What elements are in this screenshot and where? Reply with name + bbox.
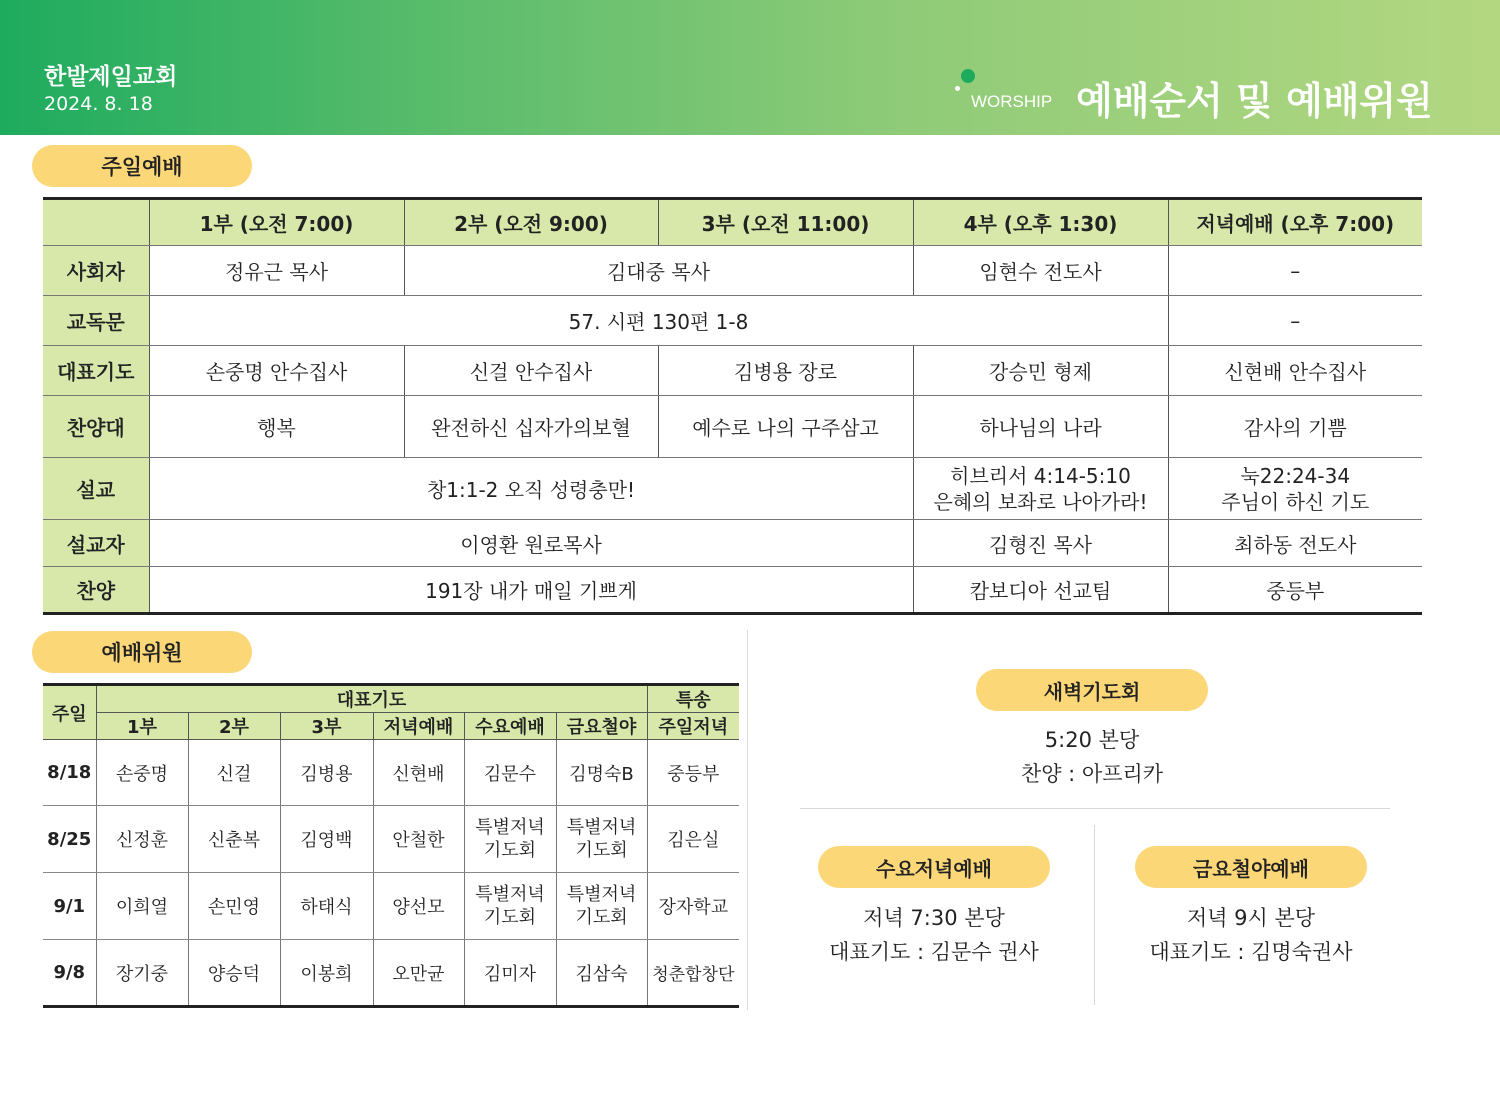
row-header: 설교자: [43, 520, 149, 567]
table-cell: 최하동 전도사: [1168, 520, 1422, 567]
table-cell: [913, 458, 1168, 520]
week-date: 9/1: [43, 873, 96, 940]
column-subheader: 수요예배: [464, 713, 556, 740]
wednesday-time: 저녁 7:30 본당: [863, 906, 1005, 930]
table-cell: 신현배 안수집사: [1168, 346, 1422, 396]
table-cell: 김영백: [280, 806, 373, 873]
table-corner: [43, 199, 149, 246]
friday-service-info: [1091, 901, 1411, 969]
table-cell: 완전하신 십자가의보혈: [404, 396, 658, 458]
table-cell: 중등부: [647, 740, 739, 806]
page-title: 예배순서 및 예배위원: [1076, 79, 1433, 123]
table-cell: 이희열: [96, 873, 188, 940]
table-row: [43, 873, 739, 940]
sermon-text: 눅22:24-34: [1240, 463, 1351, 488]
table-cell: 임현수 전도사: [913, 246, 1168, 296]
table-cell: 특별저녁 기도회: [464, 873, 556, 940]
column-header: 저녁예배 (오후 7:00): [1168, 199, 1422, 246]
table-cell: 양선모: [373, 873, 464, 940]
header-banner: [0, 0, 1500, 135]
sunday-worship-table: [43, 197, 1422, 615]
table-cell: 신걸: [188, 740, 280, 806]
worship-label-en: WORSHIP: [971, 92, 1053, 111]
table-cell: 예수로 나의 구주삼고: [658, 396, 913, 458]
bulletin-date: 2024. 8. 18: [44, 93, 153, 115]
table-cell: 감사의 기쁨: [1168, 396, 1422, 458]
table-cell: 손중명 안수집사: [149, 346, 404, 396]
table-cell: 이영환 원로목사: [149, 520, 913, 567]
table-cell: 양승덕: [188, 940, 280, 1007]
table-cell: [1168, 458, 1422, 520]
wednesday-service-title: 수요저녁예배: [818, 846, 1050, 888]
column-header: 4부 (오후 1:30): [913, 199, 1168, 246]
table-cell: 191장 내가 매일 기쁘게: [149, 567, 913, 614]
table-cell: 장자학교: [647, 873, 739, 940]
column-subheader: 2부: [188, 713, 280, 740]
column-subheader: 3부: [280, 713, 373, 740]
wednesday-prayer: 대표기도 : 김문수 권사: [829, 940, 1039, 964]
table-cell: 신춘복: [188, 806, 280, 873]
row-header: 찬양대: [43, 396, 149, 458]
table-cell: 하태식: [280, 873, 373, 940]
section-title-sunday: 주일예배: [32, 145, 252, 187]
table-cell: 특별저녁 기도회: [464, 806, 556, 873]
friday-prayer: 대표기도 : 김명숙권사: [1149, 940, 1353, 964]
column-header-prayer: 대표기도: [96, 685, 647, 713]
dawn-time: 5:20 본당: [1044, 728, 1140, 752]
column-subheader: 1부: [96, 713, 188, 740]
dawn-hymn: 찬양 : 아프리카: [1020, 762, 1164, 786]
table-row: [43, 806, 739, 873]
dawn-prayer-title: 새벽기도회: [976, 669, 1208, 711]
column-subheader: 저녁예배: [373, 713, 464, 740]
table-cell: 이봉희: [280, 940, 373, 1007]
row-header: 설교: [43, 458, 149, 520]
table-cell: 안철한: [373, 806, 464, 873]
column-header: 3부 (오전 11:00): [658, 199, 913, 246]
row-header: 사회자: [43, 246, 149, 296]
table-cell: 오만균: [373, 940, 464, 1007]
row-header: 찬양: [43, 567, 149, 614]
table-cell: 신정훈: [96, 806, 188, 873]
table-cell: 김미자: [464, 940, 556, 1007]
row-header: 교독문: [43, 296, 149, 346]
table-row: [43, 740, 739, 806]
column-header-week: 주일: [43, 685, 96, 740]
white-dot-icon: [955, 86, 960, 91]
table-cell: 신걸 안수집사: [404, 346, 658, 396]
column-header: 1부 (오전 7:00): [149, 199, 404, 246]
table-cell: 강승민 형제: [913, 346, 1168, 396]
column-header: 2부 (오전 9:00): [404, 199, 658, 246]
table-cell: –: [1168, 246, 1422, 296]
table-cell: 손중명: [96, 740, 188, 806]
table-cell: 창1:1-2 오직 성령충만!: [149, 458, 913, 520]
week-date: 8/18: [43, 740, 96, 806]
column-subheader: 주일저녁: [647, 713, 739, 740]
week-date: 9/8: [53, 962, 86, 983]
sermon-text: 히브리서 4:14-5:10: [950, 463, 1131, 488]
church-name: 한밭제일교회: [44, 64, 178, 90]
table-cell: –: [1168, 296, 1422, 346]
table-cell: 중등부: [1168, 567, 1422, 614]
worship-members-table: [43, 683, 739, 1008]
divider: [800, 808, 1390, 809]
table-cell: 김은실: [647, 806, 739, 873]
table-row: [43, 940, 739, 1007]
friday-service-title: 금요철야예배: [1135, 846, 1367, 888]
table-cell: 신현배: [373, 740, 464, 806]
green-dot-icon: [961, 69, 975, 83]
table-cell: 특별저녁 기도회: [556, 873, 647, 940]
wednesday-service-info: [774, 901, 1094, 969]
table-cell: 김명숙B: [556, 740, 647, 806]
sermon-title: 은혜의 보좌로 나아가라!: [933, 489, 1148, 514]
divider: [747, 630, 748, 1010]
table-cell: 청춘합창단: [647, 940, 739, 1007]
table-cell: 특별저녁 기도회: [556, 806, 647, 873]
column-subheader: 금요철야: [556, 713, 647, 740]
table-cell: 김문수: [464, 740, 556, 806]
table-cell: 김병용 장로: [658, 346, 913, 396]
sermon-title: 주님이 하신 기도: [1221, 489, 1370, 514]
table-cell: 행복: [149, 396, 404, 458]
dawn-prayer-info: [932, 723, 1252, 791]
table-cell: 김대중 목사: [404, 246, 913, 296]
table-cell: 장기중: [96, 940, 188, 1007]
column-header-special: 특송: [647, 685, 739, 713]
table-cell: 김형진 목사: [913, 520, 1168, 567]
table-cell: 57. 시편 130편 1-8: [149, 296, 1168, 346]
table-cell: 정유근 목사: [149, 246, 404, 296]
table-cell: 하나님의 나라: [913, 396, 1168, 458]
table-cell: 김병용: [280, 740, 373, 806]
section-title-members: 예배위원: [32, 631, 252, 673]
week-date: 8/25: [43, 806, 96, 873]
table-cell: 손민영: [188, 873, 280, 940]
table-cell: 김삼숙: [556, 940, 647, 1007]
table-cell: 캄보디아 선교팀: [913, 567, 1168, 614]
row-header: 대표기도: [43, 346, 149, 396]
friday-time: 저녁 9시 본당: [1186, 906, 1316, 930]
